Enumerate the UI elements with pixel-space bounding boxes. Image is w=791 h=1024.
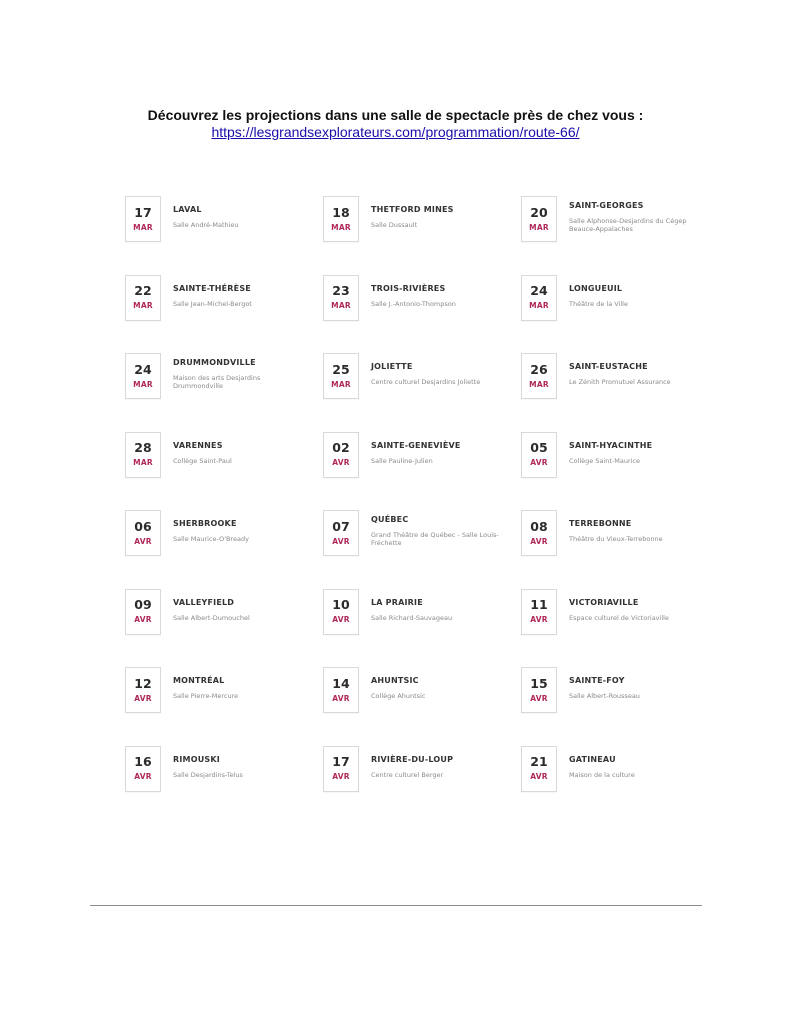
page-header: [0, 107, 791, 142]
event-info: [569, 519, 699, 543]
event-info: [371, 284, 501, 308]
event-item[interactable]: [125, 353, 323, 432]
event-day: 05: [530, 440, 548, 455]
event-info: [371, 205, 501, 229]
event-venue: Espace culturel de Victoriaville: [569, 613, 669, 622]
date-badge: [521, 353, 557, 399]
event-city: LAVAL: [173, 205, 202, 214]
event-month: AVR: [530, 536, 548, 546]
event-city: SAINTE-THÉRÈSE: [173, 283, 251, 293]
event-month: MAR: [133, 458, 153, 467]
event-venue: Grand Théâtre de Québec - Salle Louis-Fréchette: [371, 531, 499, 547]
event-item[interactable]: [125, 275, 323, 354]
date-badge: [521, 275, 557, 321]
event-city: SAINTE-GENEVIÈVE: [371, 440, 461, 450]
event-city: VALLEYFIELD: [173, 597, 235, 607]
event-city: LONGUEUIL: [569, 283, 623, 293]
event-info: [173, 441, 303, 465]
event-city: VARENNES: [173, 440, 223, 450]
event-venue: Maison de la culture: [569, 770, 635, 779]
event-month: MAR: [133, 301, 153, 310]
event-city: SAINTE-FOY: [569, 676, 625, 685]
event-city: SHERBROOKE: [173, 519, 237, 528]
event-month: AVR: [332, 772, 350, 781]
event-venue: Salle Albert-Dumouchel: [173, 613, 250, 622]
event-city: TERREBONNE: [569, 519, 632, 528]
intro-text: Découvrez les projections dans une salle de spectacle près de chez vous :: [147, 107, 644, 123]
event-city: SAINT-HYACINTHE: [569, 440, 653, 450]
programmation-link[interactable]: https://lesgrandsexplorateurs.com/programmation/route-66/: [211, 124, 580, 140]
event-day: 17: [134, 204, 152, 220]
event-item[interactable]: [521, 746, 719, 825]
event-day: 24: [530, 283, 548, 298]
event-day: 17: [332, 754, 350, 769]
event-info: [371, 362, 501, 386]
event-item[interactable]: [323, 353, 521, 432]
event-venue: Le Zénith Promutuel Assurance: [569, 378, 671, 386]
date-badge: [521, 589, 557, 635]
event-venue: Salle Pierre-Mercure: [173, 692, 239, 700]
event-info: [173, 284, 303, 308]
event-month: AVR: [332, 615, 350, 624]
date-badge: [125, 510, 161, 556]
event-info: [569, 362, 699, 386]
event-grid: [125, 196, 719, 824]
event-day: 10: [332, 597, 350, 612]
event-item[interactable]: [521, 510, 719, 589]
event-venue: Salle Richard-Sauvageau: [371, 613, 453, 622]
date-badge: [125, 746, 161, 792]
event-info: [569, 284, 699, 308]
event-city: THETFORD MINES: [371, 205, 454, 214]
event-day: 06: [134, 518, 152, 534]
event-item[interactable]: [521, 432, 719, 511]
event-venue: Centre culturel Desjardins Joliette: [371, 378, 481, 386]
event-month: AVR: [134, 693, 152, 703]
event-item[interactable]: [323, 275, 521, 354]
event-month: MAR: [529, 301, 549, 310]
event-item[interactable]: [323, 589, 521, 668]
event-month: AVR: [134, 615, 152, 624]
date-badge: [521, 196, 557, 242]
event-day: 07: [332, 518, 350, 534]
event-item[interactable]: [323, 746, 521, 825]
date-badge: [521, 432, 557, 478]
event-venue: Théâtre de la Ville: [569, 299, 628, 308]
event-day: 26: [530, 361, 548, 377]
event-info: [569, 441, 699, 465]
event-day: 25: [332, 361, 350, 377]
event-venue: Maison des arts Desjardins Drummondville: [173, 374, 261, 390]
event-venue: Centre culturel Berger: [371, 770, 444, 779]
date-badge: [125, 275, 161, 321]
event-month: AVR: [530, 615, 548, 624]
event-item[interactable]: [323, 510, 521, 589]
event-info: [173, 598, 303, 622]
date-badge: [125, 589, 161, 635]
event-city: LA PRAIRIE: [371, 597, 423, 607]
event-day: 15: [530, 675, 548, 691]
footer-divider: [90, 905, 702, 906]
event-item[interactable]: [125, 667, 323, 746]
date-badge: [323, 196, 359, 242]
event-month: MAR: [331, 379, 351, 389]
event-info: [371, 515, 501, 547]
event-info: [569, 598, 699, 622]
event-venue: Salle Pauline-Julien: [371, 456, 433, 465]
event-city: QUÉBEC: [371, 515, 409, 524]
event-month: MAR: [331, 301, 351, 310]
event-item[interactable]: [521, 275, 719, 354]
date-badge: [323, 275, 359, 321]
event-city: RIVIÈRE-DU-LOUP: [371, 754, 454, 764]
event-venue: Collège Saint-Paul: [173, 456, 232, 465]
date-badge: [323, 746, 359, 792]
event-day: 21: [530, 754, 548, 769]
event-month: AVR: [332, 536, 350, 546]
date-badge: [521, 510, 557, 556]
event-city: VICTORIAVILLE: [569, 597, 639, 607]
event-venue: Collège Saint-Maurice: [569, 456, 641, 465]
event-info: [371, 676, 501, 700]
date-badge: [125, 432, 161, 478]
event-venue: Salle Maurice-O'Bready: [173, 535, 249, 543]
event-venue: Théâtre du Vieux-Terrebonne: [569, 535, 663, 543]
event-info: [569, 676, 699, 700]
date-badge: [323, 432, 359, 478]
date-badge: [323, 353, 359, 399]
event-city: SAINT-EUSTACHE: [569, 362, 648, 371]
event-month: AVR: [332, 693, 350, 703]
event-city: MONTRÉAL: [173, 676, 225, 685]
event-month: MAR: [529, 379, 549, 389]
event-month: AVR: [134, 536, 152, 546]
event-venue: Salle Dussault: [371, 221, 418, 229]
event-item[interactable]: [521, 589, 719, 668]
event-day: 28: [134, 440, 152, 455]
event-city: SAINT-GEORGES: [569, 201, 644, 210]
event-venue: Salle Jean-Michel-Bergot: [173, 299, 252, 308]
event-item[interactable]: [125, 589, 323, 668]
event-item[interactable]: [125, 196, 323, 275]
event-item[interactable]: [125, 746, 323, 825]
event-item[interactable]: [323, 196, 521, 275]
date-badge: [323, 667, 359, 713]
event-day: 22: [134, 283, 152, 298]
event-day: 08: [530, 518, 548, 534]
event-month: MAR: [331, 222, 351, 232]
date-badge: [125, 353, 161, 399]
event-day: 09: [134, 597, 152, 612]
date-badge: [125, 196, 161, 242]
event-venue: Salle André-Mathieu: [173, 221, 239, 229]
event-item[interactable]: [125, 510, 323, 589]
event-info: [173, 358, 303, 390]
event-month: MAR: [133, 379, 153, 389]
event-city: RIMOUSKI: [173, 754, 220, 764]
event-month: AVR: [332, 458, 350, 467]
event-day: 12: [134, 675, 152, 691]
event-city: DRUMMONDVILLE: [173, 358, 256, 367]
event-month: MAR: [133, 222, 153, 232]
event-info: [173, 676, 303, 700]
event-info: [173, 205, 303, 229]
event-month: AVR: [530, 458, 548, 467]
event-city: GATINEAU: [569, 754, 616, 764]
date-badge: [521, 746, 557, 792]
date-badge: [125, 667, 161, 713]
event-item[interactable]: [125, 432, 323, 511]
event-city: JOLIETTE: [371, 362, 413, 371]
event-day: 11: [530, 597, 548, 612]
event-info: [173, 519, 303, 543]
event-month: AVR: [530, 693, 548, 703]
event-month: AVR: [134, 772, 152, 781]
event-city: AHUNTSIC: [371, 676, 419, 685]
event-month: AVR: [530, 772, 548, 781]
date-badge: [521, 667, 557, 713]
event-info: [371, 598, 501, 622]
event-venue: Salle Alphonse-Desjardins du Cégep Beauce-Appalaches: [569, 217, 687, 233]
event-item[interactable]: [323, 667, 521, 746]
event-day: 02: [332, 440, 350, 455]
event-venue: Salle J.-Antonio-Thompson: [371, 299, 456, 308]
event-info: [371, 441, 501, 465]
event-item[interactable]: [521, 667, 719, 746]
event-info: [173, 755, 303, 779]
event-info: [371, 755, 501, 779]
event-item[interactable]: [521, 353, 719, 432]
event-day: 23: [332, 283, 350, 298]
event-info: [569, 201, 699, 233]
event-venue: Collège Ahuntsic: [371, 692, 426, 700]
event-day: 24: [134, 361, 152, 377]
event-item[interactable]: [323, 432, 521, 511]
event-day: 18: [332, 204, 350, 220]
event-info: [569, 755, 699, 779]
event-venue: Salle Desjardins-Telus: [173, 770, 243, 779]
date-badge: [323, 589, 359, 635]
event-city: TROIS-RIVIÈRES: [371, 283, 446, 293]
event-venue: Salle Albert-Rousseau: [569, 692, 640, 700]
date-badge: [323, 510, 359, 556]
event-day: 14: [332, 675, 350, 691]
event-day: 16: [134, 754, 152, 769]
event-month: MAR: [529, 222, 549, 232]
event-day: 20: [530, 204, 548, 220]
event-item[interactable]: [521, 196, 719, 275]
